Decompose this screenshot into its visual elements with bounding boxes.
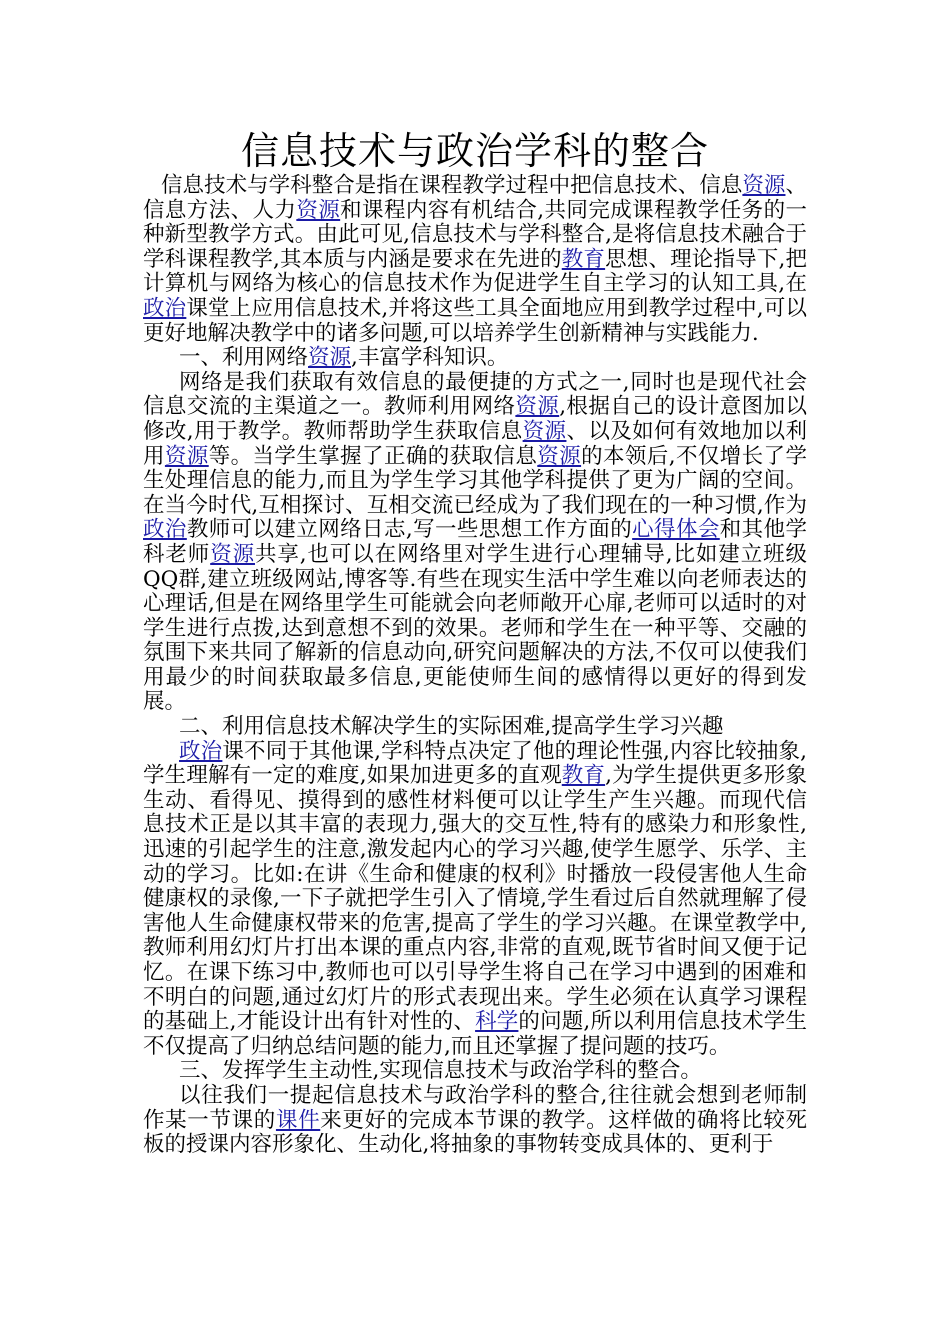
link-ziyuan[interactable]: 资源 <box>210 541 255 567</box>
link-ziyuan[interactable]: 资源 <box>296 197 341 223</box>
text-run: 的本领后,不仅增长了学生处理信息的能力,而且为学生学习其他学科提供了更为广阔的空间。在当今时代,互相探讨、互相交流已经成为了我们现在的一种习惯,作为 <box>143 443 807 518</box>
link-jiaoyu[interactable]: 教育 <box>561 246 606 272</box>
link-zhengzhi[interactable]: 政治 <box>143 295 187 321</box>
text-run: ,丰富学科知识。 <box>351 345 509 371</box>
section-heading <box>143 715 807 740</box>
text-run: 共享,也可以在网络里对学生进行心理辅导,比如建立班级QQ群,建立班级网站,博客等.有些在现实生活中学生难以向老师表达的心理话,但是在网络里学生可能就会向老师敞开心扉,老师可以适时的对学生进行点拨,达到意想不到的效果。老师和学生在一种平等、交融的氛围下来共同了解新的信息动向,研究问题解决的方法,不仅可以使我们用最少的时间获取最多信息,更能使师生间的感情得以更好的得到发展。 <box>143 541 807 715</box>
paragraph <box>143 740 807 1060</box>
text-run: 以往我们一提起信息技术与政治学科的整合,往往就会想到老师制作某一节课的 <box>143 1082 807 1133</box>
link-kexue[interactable]: 科学 <box>475 1009 519 1035</box>
paragraph <box>143 174 807 346</box>
text-run: ,根据自己的设计意图加以修改,用于教学。教师帮助学生获取信息 <box>143 394 807 444</box>
text-run: 教师可以建立网络日志,写一些思想工作方面的 <box>186 517 633 543</box>
text-run: 一、利用网络 <box>179 345 309 371</box>
text-run: 二、利用信息技术解决学生的实际困难,提高学生学习兴趣 <box>179 714 724 740</box>
text-run: 信息技术与学科整合是指在课程教学过程中把信息技术、信息 <box>161 173 743 198</box>
text-run: 三、发挥学生主动性,实现信息技术与政治学科的整合。 <box>179 1058 702 1084</box>
section-heading <box>143 346 807 371</box>
link-kejian[interactable]: 课件 <box>275 1107 321 1133</box>
text-run: 思想、理论指导下,把计算机与网络为核心的信息技术作为促进学生自主学习的认知工具,在 <box>143 246 807 297</box>
document-body <box>143 174 807 1158</box>
link-zhengzhi[interactable]: 政治 <box>143 517 187 543</box>
text-run: 网络是我们获取有效信息的最便捷的方式之一,同时也是现代社会信息交流的主渠道之一。教师利用网络 <box>143 369 807 420</box>
paragraph <box>143 371 807 715</box>
link-zhengzhi[interactable]: 政治 <box>179 738 223 764</box>
document-title: 信息技术与政治学科的整合 <box>240 129 709 173</box>
link-ziyuan[interactable]: 资源 <box>742 173 786 198</box>
section-heading <box>143 1059 807 1084</box>
document-page <box>143 128 807 1158</box>
link-ziyuan[interactable]: 资源 <box>522 418 567 444</box>
text-run: 课堂上应用信息技术,并将这些工具全面地应用到教学过程中,可以更好地解决教学中的诸多问题,可以培养学生创新精神与实践能力. <box>143 295 807 346</box>
text-run: 、信息方法、人力 <box>143 173 807 223</box>
link-ziyuan[interactable]: 资源 <box>308 345 352 371</box>
link-ziyuan[interactable]: 资源 <box>515 394 560 420</box>
link-ziyuan[interactable]: 资源 <box>164 443 209 469</box>
link-jiaoyu[interactable]: 教育 <box>561 763 606 789</box>
link-xindetihui[interactable]: 心得体会 <box>632 517 720 543</box>
text-run: 课不同于其他课,学科特点决定了他的理论性强,内容比较抽象,学生理解有一定的难度,如果加进更多的直观 <box>143 738 807 789</box>
text-run: 和其他学科老师 <box>143 517 807 567</box>
text-run: 、以及如何有效地加以利用 <box>143 418 807 469</box>
paragraph <box>143 1084 807 1158</box>
text-run: 和课程内容有机结合,共同完成课程教学任务的一种新型教学方式。由此可见,信息技术与学科整合,是将信息技术融合于学科课程教学,其本质与内涵是要求在先进的 <box>143 197 807 272</box>
text-run: 等。当学生掌握了正确的获取信息 <box>208 443 538 469</box>
link-ziyuan[interactable]: 资源 <box>537 443 582 469</box>
text-run: ,为学生提供更多形象生动、看得见、摸得到的感性材料便可以让学生产生兴趣。而现代信息技术正是以其丰富的表现力,强大的交互性,特有的感染力和形象性,迅速的引起学生的注意,激发起内心的学习兴趣,使学生愿学、乐学、主动的学习。比如:在讲《生命和健康的权利》时播放一段侵害他人生命健康权的录像,一下子就把学生引入了情境,学生看过后自然就理解了侵害他人生命健康权带来的危害,提高了学生的学习兴趣。在课堂教学中,教师利用幻灯片打出本课的重点内容,非常的直观,既节省时间又便于记忆。在课下练习中,教师也可以引导学生将自己在学习中遇到的困难和不明白的问题,通过幻灯片的形式表现出来。学生必须在认真学习课程的基础上,才能设计出有针对性的、 <box>143 763 807 1035</box>
text-run: 来更好的完成本节课的教学。这样做的确将比较死板的授课内容形象化、生动化,将抽象的事物转变成具体的、更利于 <box>143 1107 807 1158</box>
text-run: 的问题,所以利用信息技术学生不仅提高了归纳总结问题的能力,而且还掌握了提问题的技巧。 <box>143 1009 807 1059</box>
